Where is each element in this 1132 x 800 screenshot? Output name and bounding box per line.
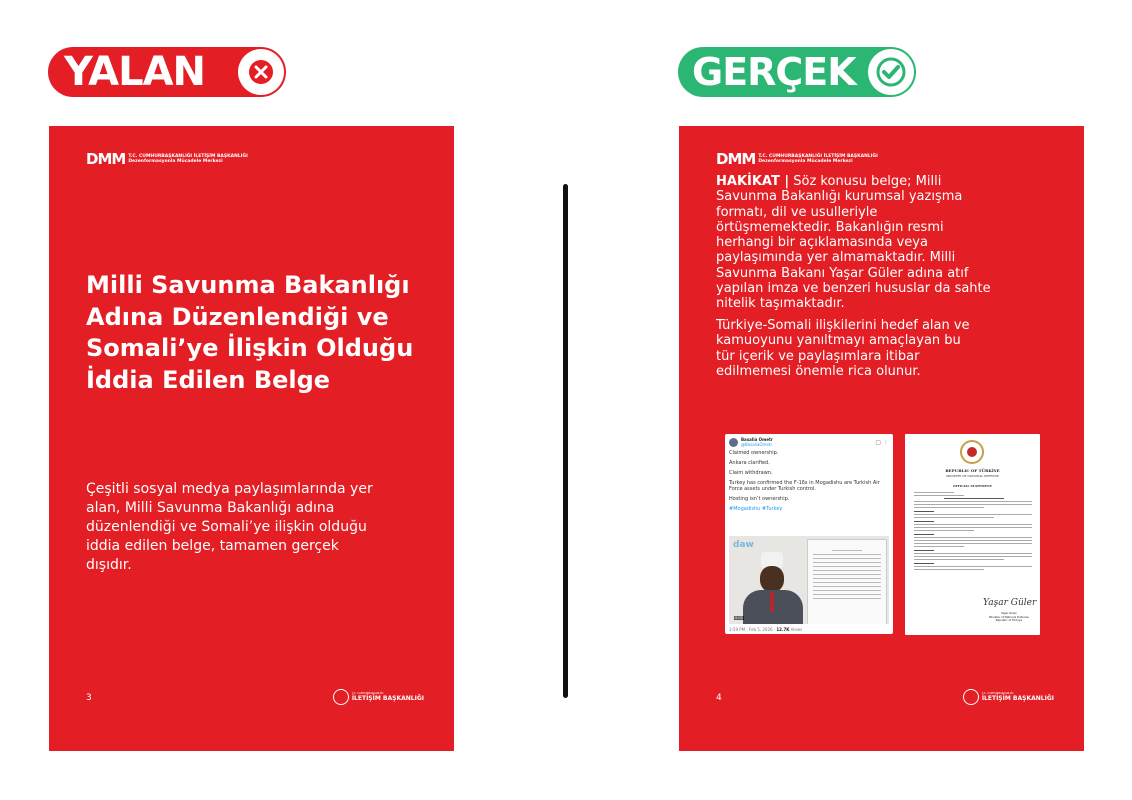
video-time: 0:05: [735, 616, 743, 620]
tweet-handle: @BasaliaOmetr: [741, 441, 773, 447]
fact-text: [716, 174, 996, 312]
fact-body: Söz konusu belge; Milli Savunma Bakanlığı kurumsal yazışma formatı, dil ve usulleriyle örtüşmemektedir. Bakanlığın resmi herhangi bir açıklamasında veya paylaşımında yer almamaktadır. Milli Savunma Bakanı Yaşar Güler adına atıf yapılan imza ve benzeri hususlar da sahte nitelik taşımaktadır.: [716, 174, 991, 312]
claim-panel: [49, 126, 454, 751]
center-divider: [563, 184, 568, 698]
signer-name: Yaşar Güler: [1000, 611, 1017, 615]
footer-logo-text: İLETİŞİM BAŞKANLIĞI: [981, 695, 1054, 702]
true-badge: [678, 47, 916, 97]
dmm-org: [128, 154, 247, 165]
official-letter: [905, 434, 1040, 635]
claim-lead: Çeşitli sosyal medya paylaşımlarında yer alan, Milli Savunma Bakanlığı adına düzenlendiği ve Somali’ye ilişkin olduğu iddia edilen belge, tamamen gerçek dışıdır.: [86, 481, 373, 573]
tweet-time: 3:59 PM · Feb 5, 2026 ·: [729, 627, 777, 632]
avatar: [729, 438, 738, 447]
dmm-logo: [86, 150, 248, 168]
letter-body: [914, 492, 1032, 572]
footer-tiny: T.C. CUMHURBAŞKANLIĞI: [351, 692, 384, 695]
org-line1: T.C. CUMHURBAŞKANLIĞI İLETİŞİM BAŞKANLIĞI: [758, 153, 878, 159]
tweet-footer: [729, 627, 802, 632]
false-badge-label: YALAN: [64, 49, 206, 95]
iletisim-logo: [333, 689, 424, 705]
signer-country: Republic of Türkiye: [995, 618, 1023, 622]
letter-statement: OFFICIAL STATEMENT: [952, 484, 993, 488]
dmm-logo-text: DMM: [716, 150, 756, 168]
tweet-line: Turkey has confirmed the F-16s in Mogadishu are Turkish Air Force assets under Turkish control.: [729, 480, 880, 492]
media-brand: daw: [733, 540, 754, 550]
fact-panel: [679, 126, 1084, 751]
signer-title: Minister of National Defense: [989, 614, 1029, 619]
check-icon: [868, 49, 914, 95]
person-image: [737, 546, 807, 624]
letter-signer: [989, 612, 1029, 623]
letter-ministry: MINISTRY OF NATIONAL DEFENSE: [946, 474, 999, 478]
org-line1: T.C. CUMHURBAŞKANLIĞI İLETİŞİM BAŞKANLIĞI: [128, 153, 248, 159]
tweet-views-label: Views: [789, 627, 803, 632]
seal-icon: [963, 689, 979, 705]
letter-signature: Yaşar Güler: [983, 598, 1037, 608]
seal-icon: [333, 689, 349, 705]
footer-tiny: T.C. CUMHURBAŞKANLIĞI: [981, 692, 1014, 695]
claim-title: Milli Savunma Bakanlığı Adına Düzenlendiği ve Somali’ye İlişkin Olduğu İddia Edilen Belge: [86, 271, 414, 394]
ministry-emblem-icon: [960, 440, 984, 464]
false-badge: [48, 47, 286, 97]
iletisim-logo: [963, 689, 1054, 705]
tweet-author: Basalia Ometr: [741, 437, 773, 442]
dmm-org: [758, 154, 877, 165]
tweet-line: Ankara clarified.: [729, 460, 770, 466]
dmm-logo-text: DMM: [86, 150, 126, 168]
more-icon: ▢ ⋮: [875, 439, 889, 446]
document-thumbnail: [807, 539, 887, 624]
org-line2: Dezenformasyonla Mücadele Merkezi: [128, 159, 223, 164]
tweet-views: 12.7K: [776, 627, 790, 632]
true-badge-label: GERÇEK: [692, 50, 856, 94]
dmm-logo: [716, 150, 878, 168]
footer-logo-text: İLETİŞİM BAŞKANLIĞI: [351, 695, 424, 702]
cross-icon: [238, 49, 284, 95]
page-number: 4: [716, 693, 722, 703]
fact-text-2: Türkiye-Somali ilişkilerini hedef alan ve kamuoyunu yanıltmayı amaçlayan bu tür içerik ve paylaşımlara itibar edilmemesi önemle rica olunur.: [716, 318, 970, 379]
tweet-screenshot: [725, 434, 893, 634]
fact-head: HAKİKAT |: [716, 174, 790, 189]
tweet-line: Claim withdrawn.: [729, 470, 773, 476]
page-number: 3: [86, 693, 92, 703]
letter-republic: REPUBLIC OF TÜRKİYE: [945, 468, 1000, 473]
tweet-line: Claimed ownership.: [729, 450, 779, 456]
tweet-line: Hosting isn’t ownership.: [729, 496, 790, 502]
tweet-body: [725, 447, 893, 512]
tweet-hashtags: #Mogadishu #Turkey: [729, 506, 783, 512]
org-line2: Dezenformasyonla Mücadele Merkezi: [758, 159, 853, 164]
tweet-media: [729, 536, 889, 624]
